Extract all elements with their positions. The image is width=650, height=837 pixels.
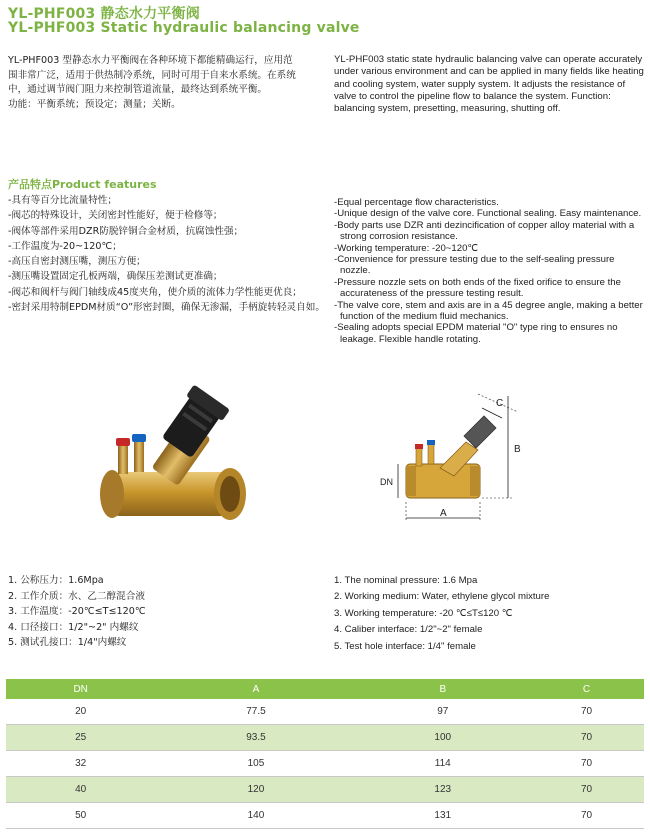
table-cell: 97 [357, 699, 529, 725]
spec-en-item: 3. Working temperature: -20 ℃≤T≤120 ℃ [334, 607, 513, 619]
dim-label-b: B [514, 444, 521, 455]
table-header-c: C [529, 679, 644, 699]
feature-en-item: -Sealing adopts special EPDM material "O" type ring to ensures no leakage. Flexible handle rotating. [334, 322, 618, 345]
features-title: 产品特点Product features [8, 178, 157, 191]
dimension-table [6, 679, 644, 829]
table-cell: 140 [155, 803, 356, 829]
feature-en-item: -Working temperature: -20~120℃ [334, 242, 479, 254]
specs-zh-list [8, 573, 146, 651]
table-cell: 123 [357, 777, 529, 803]
feature-zh-item: -具有等百分比流量特性； [8, 195, 117, 206]
spec-zh-item: 1. 公称压力：1.6Mpa [8, 575, 104, 586]
table-cell: 131 [357, 803, 529, 829]
spec-zh-item: 5. 测试孔接口：1/4"内螺纹 [8, 637, 127, 648]
intro-zh-line: YL-PHF003 型静态水力平衡阀在各种环境下都能精确运行，应用范 [8, 55, 293, 66]
intro-zh [8, 54, 326, 112]
spec-zh-item: 4. 口径接口：1/2"~2" 内螺纹 [8, 621, 139, 633]
intro-zh-line: 功能：平衡系统；预设定；测量；关断。 [8, 98, 181, 110]
table-row [6, 699, 644, 725]
feature-zh-item: -测压嘴设置固定孔板两端，确保压差测试更准确； [8, 271, 223, 283]
table-cell: 70 [529, 699, 644, 725]
title-zh: YL-PHF003 静态水力平衡阀 [8, 6, 200, 22]
dim-label-a: A [440, 508, 447, 519]
table-cell: 100 [357, 725, 529, 751]
feature-en-item: -The valve core, stem and axis are in a 45 degree angle, making a better function of the medium fluid mechanics. [334, 299, 643, 323]
table-cell: 50 [6, 803, 155, 829]
table-row [6, 803, 644, 829]
table-header-a: A [155, 679, 356, 699]
table-cell: 70 [529, 803, 644, 829]
table-header-dn: DN [6, 679, 155, 699]
feature-en-item: -Unique design of the valve core. Functional sealing. Easy maintenance. [334, 208, 642, 220]
spec-zh-item: 3. 工作温度：-20℃≤T≤120℃ [8, 606, 146, 617]
table-cell: 32 [6, 751, 155, 777]
feature-zh-item: -阀芯的特殊设计，关闭密封性能好，便于检修等； [8, 210, 223, 222]
feature-en-item: -Body parts use DZR anti dezincification of copper alloy material with a strong corrosion resistance. [334, 219, 635, 243]
features-zh-list [8, 193, 336, 315]
table-cell: 40 [6, 777, 155, 803]
dim-label-c: C [496, 398, 504, 409]
features-en-list [334, 197, 646, 345]
spec-en-item: 2. Working medium: Water, ethylene glycol mixture [334, 591, 550, 603]
table-row [6, 751, 644, 777]
feature-en-item: -Convenience for pressure testing due to the self-sealing pressure nozzle. [334, 254, 615, 277]
table-cell: 114 [357, 751, 529, 777]
spec-en-item: 4. Caliber interface: 1/2"~2" female [334, 624, 483, 636]
feature-zh-item: -工作温度为-20~120℃； [8, 240, 122, 252]
table-cell: 25 [6, 725, 155, 751]
feature-zh-item: -高压自密封测压嘴，测压方便； [8, 256, 146, 268]
feature-zh-item: -阀芯和阀杆与阀门轴线成45度夹角，使介质的流体力学性能更优良； [8, 286, 302, 298]
intro-zh-line: 围非常广泛，适用于供热制冷系统，同时可用于自来水系统。在系统 [8, 69, 296, 81]
spec-en-item: 1. The nominal pressure: 1.6 Mpa [334, 575, 478, 586]
feature-en-item: -Equal percentage flow characteristics. [334, 197, 499, 208]
table-cell: 105 [155, 751, 356, 777]
table-cell: 77.5 [155, 699, 356, 725]
dim-label-dn: DN [380, 477, 393, 487]
table-cell: 20 [6, 699, 155, 725]
valve-photo [96, 380, 266, 542]
table-cell: 93.5 [155, 725, 356, 751]
spec-zh-item: 2. 工作介质：水、乙二醇混合液 [8, 590, 145, 602]
table-cell: 120 [155, 777, 356, 803]
table-cell: 70 [529, 777, 644, 803]
table-header-row [6, 679, 644, 699]
feature-zh-item: -密封采用特制EPDM材质“O”形密封圈，确保无渗漏，手柄旋转轻灵自如。 [8, 302, 325, 314]
feature-zh-item: -阀体等部件采用DZR防脱锌铜合金材质，抗腐蚀性强； [8, 225, 244, 237]
table-cell: 70 [529, 725, 644, 751]
table-row [6, 725, 644, 751]
title-en: YL-PHF003 Static hydraulic balancing valve [8, 20, 360, 36]
intro-zh-line: 中，通过调节阀门阻力来控制管道流量，最终达到系统平衡。 [8, 84, 268, 95]
intro-en: YL-PHF003 static state hydraulic balancing valve can operate accurately under various environment and can be applied in many fields like heating and cooling system, water supply system. It adjusts the resistance of valve to control the pipeline flow to balance the system. Function: balancing system, presetting, measuring, shutting off. [334, 54, 644, 115]
table-header-b: B [357, 679, 529, 699]
dimension-diagram [378, 390, 544, 528]
spec-en-item: 5. Test hole interface: 1/4" female [334, 640, 476, 652]
table-cell: 70 [529, 751, 644, 777]
table-row [6, 777, 644, 803]
specs-en-list [334, 573, 549, 655]
feature-en-item: -Pressure nozzle sets on both ends of the fixed orifice to ensure the accurateness of the pressure testing result. [334, 276, 621, 300]
